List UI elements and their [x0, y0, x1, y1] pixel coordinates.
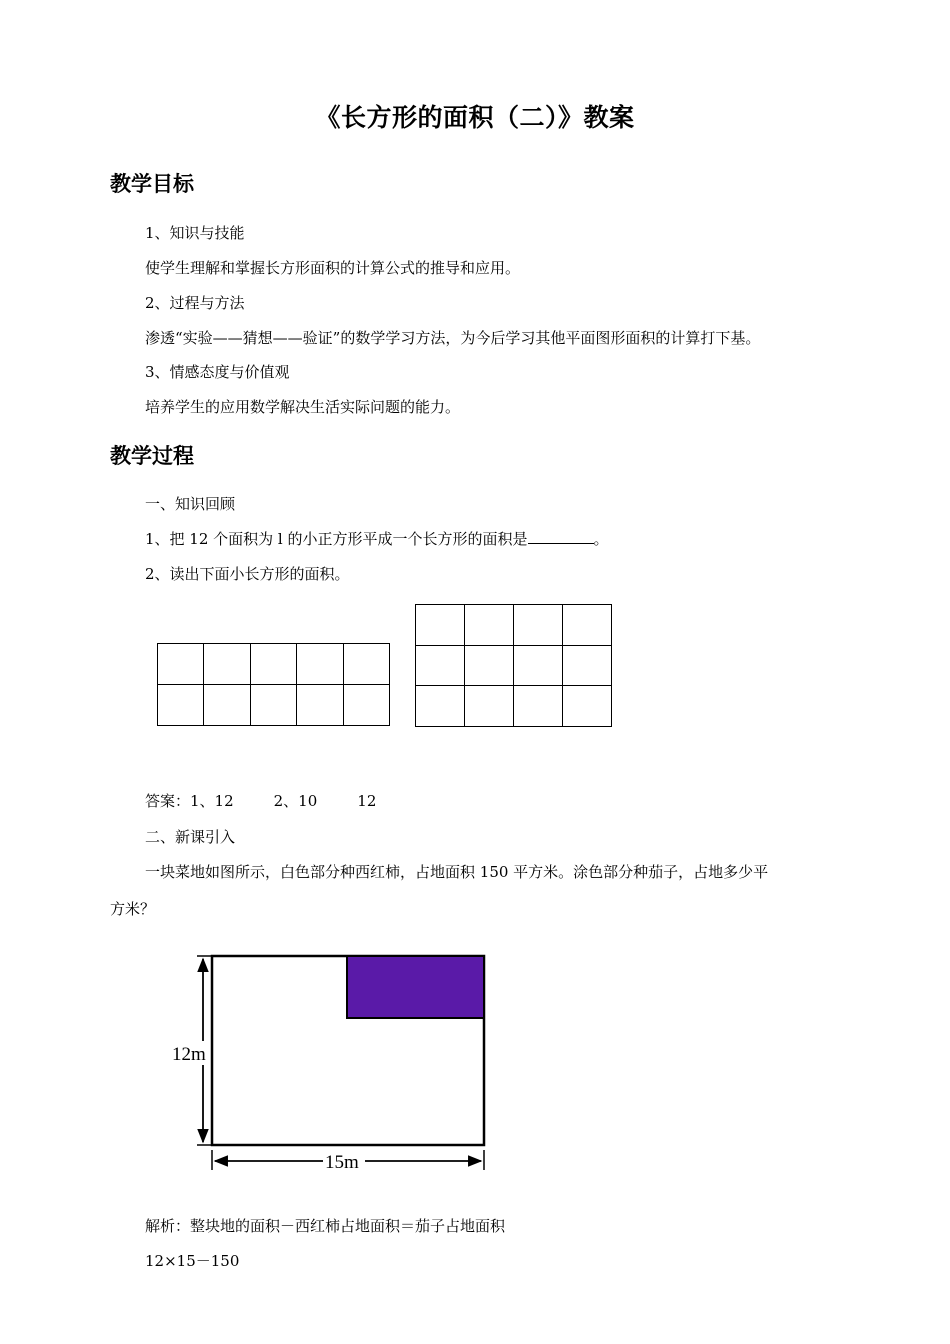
- grid-right: [415, 604, 612, 727]
- height-label: 12m: [172, 1044, 206, 1065]
- page-title: 《长方形的面积（二）》教案: [315, 103, 635, 132]
- objective-1-text: 使学生理解和掌握长方形面积的计算公式的推导和应用。: [145, 259, 521, 277]
- grid-left: [157, 643, 390, 726]
- grid-cell: [204, 644, 250, 685]
- question-1-text: 1、把 12 个面积为 l 的小正方形平成一个长方形的面积是: [145, 530, 528, 548]
- grid-cell: [563, 645, 612, 686]
- grid-row: [416, 645, 612, 686]
- grid-cell: [250, 685, 296, 726]
- objective-2-text: [145, 327, 760, 348]
- grid-cell: [416, 686, 465, 727]
- grid-cell: [343, 685, 389, 726]
- question-2: 2、读出下面小长方形的面积。: [145, 565, 350, 583]
- shaded-region: [347, 956, 484, 1018]
- grid-cell: [416, 645, 465, 686]
- analysis-line: 解析：整块地的面积－西红柿占地面积＝茄子占地面积: [145, 1217, 506, 1235]
- objective-3-text: 培养学生的应用数学解决生活实际问题的能力。: [145, 398, 461, 416]
- grid-cell: [250, 644, 296, 685]
- answer-2: 2、10: [273, 792, 318, 810]
- answer-blank: [528, 529, 594, 544]
- answer-label: 答案：1、12: [145, 792, 234, 810]
- grid-row: [416, 605, 612, 646]
- objective-2-text-body: 渗透“实验——猜想——验证”的数学学习方法，为今后学习其他平面图形面积的计算打下基: [145, 329, 746, 347]
- review-title: 一、知识回顾: [145, 495, 236, 513]
- grid-row: [158, 644, 390, 685]
- answer-line: [145, 790, 376, 811]
- field-figure: [165, 945, 505, 1180]
- section-heading-process: 教学过程: [110, 444, 194, 468]
- grid-cell: [465, 605, 514, 646]
- grid-cell: [158, 644, 204, 685]
- grid-cell: [343, 644, 389, 685]
- width-label: 15m: [325, 1152, 359, 1173]
- question-1: [145, 528, 609, 549]
- formula-line: 12×15－150: [145, 1252, 240, 1270]
- grid-cell: [465, 645, 514, 686]
- grid-row: [416, 686, 612, 727]
- grid-cell: [563, 686, 612, 727]
- objective-3-title: 3、情感态度与价值观: [145, 363, 290, 381]
- intro-title: 二、新课引入: [145, 828, 236, 846]
- problem-line-1: 一块菜地如图所示，白色部分种西红柿，占地面积 150 平方米。涂色部分种茄子，占地多少平: [145, 863, 769, 881]
- question-1-end: 。: [593, 530, 609, 548]
- grid-cell: [297, 644, 343, 685]
- grid-cell: [465, 686, 514, 727]
- objective-2-title: 2、过程与方法: [145, 294, 245, 312]
- grid-row: [158, 685, 390, 726]
- grid-cell: [514, 605, 563, 646]
- problem-line-2: 方米？: [110, 900, 156, 918]
- grid-cell: [514, 645, 563, 686]
- grid-cell: [416, 605, 465, 646]
- objective-2-text-end: 。: [745, 329, 761, 347]
- objective-1-title: 1、知识与技能: [145, 224, 245, 242]
- grid-cell: [514, 686, 563, 727]
- grid-cell: [204, 685, 250, 726]
- answer-3: 12: [357, 792, 377, 810]
- grid-cell: [297, 685, 343, 726]
- section-heading-objectives: 教学目标: [110, 172, 194, 196]
- grid-cell: [158, 685, 204, 726]
- grid-cell: [563, 605, 612, 646]
